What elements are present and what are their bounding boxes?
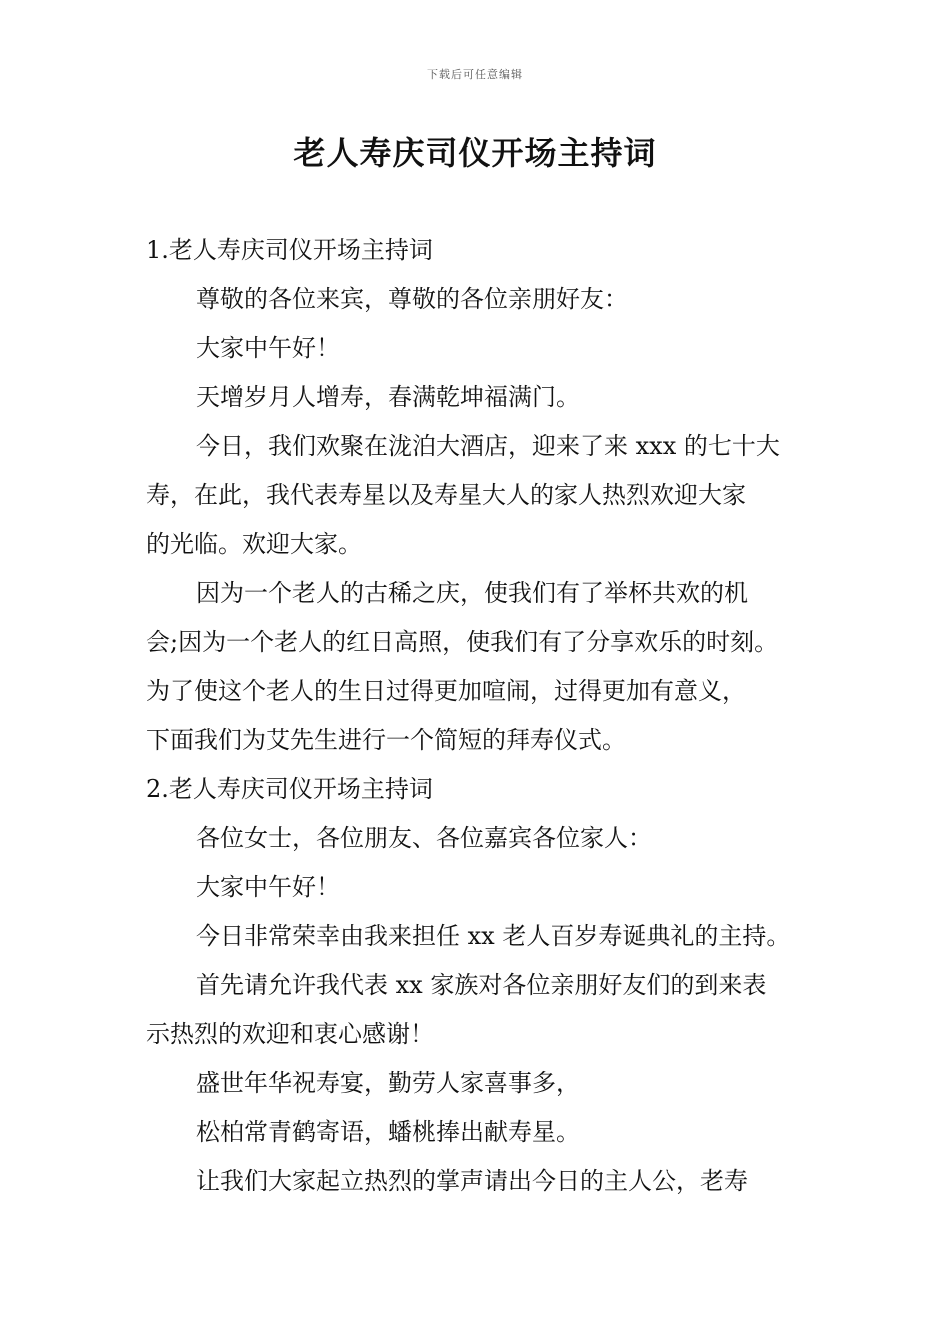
paragraph-line: 首先请允许我代表 xx 家族对各位亲朋好友们的到来表	[196, 971, 767, 999]
paragraph-line: 让我们大家起立热烈的掌声请出今日的主人公，老寿	[196, 1167, 748, 1195]
section-heading-1: 1.老人寿庆司仪开场主持词	[146, 236, 433, 264]
paragraph-line: 会;因为一个老人的红日高照，使我们有了分享欢乐的时刻。	[146, 628, 779, 656]
paragraph-line: 天增岁月人增寿，春满乾坤福满门。	[196, 383, 580, 411]
header-note: 下载后可任意编辑	[427, 68, 523, 81]
paragraph-line: 盛世年华祝寿宴，勤劳人家喜事多，	[196, 1069, 580, 1097]
paragraph-line: 各位女士，各位朋友、各位嘉宾各位家人：	[196, 824, 652, 852]
paragraph-line: 今日非常荣幸由我来担任 xx 老人百岁寿诞典礼的主持。	[196, 922, 791, 950]
paragraph-line: 为了使这个老人的生日过得更加喧闹，过得更加有意义，	[146, 677, 746, 705]
paragraph-line: 示热烈的欢迎和衷心感谢！	[146, 1020, 434, 1048]
paragraph-line: 尊敬的各位来宾，尊敬的各位亲朋好友：	[196, 285, 628, 313]
paragraph-line: 因为一个老人的古稀之庆，使我们有了举杯共欢的机	[196, 579, 748, 607]
paragraph-line: 寿，在此，我代表寿星以及寿星大人的家人热烈欢迎大家	[146, 481, 746, 509]
paragraph-line: 松柏常青鹤寄语，蟠桃捧出献寿星。	[196, 1118, 580, 1146]
paragraph-line: 大家中午好！	[196, 873, 340, 901]
paragraph-line: 下面我们为艾先生进行一个简短的拜寿仪式。	[146, 726, 626, 754]
section-heading-2: 2.老人寿庆司仪开场主持词	[146, 775, 433, 803]
document-title: 老人寿庆司仪开场主持词	[293, 134, 657, 172]
paragraph-line: 大家中午好！	[196, 334, 340, 362]
paragraph-line: 今日，我们欢聚在泷泊大酒店，迎来了来 xxx 的七十大	[196, 432, 780, 460]
document-body	[146, 226, 836, 1206]
paragraph-line: 的光临。欢迎大家。	[146, 530, 362, 558]
